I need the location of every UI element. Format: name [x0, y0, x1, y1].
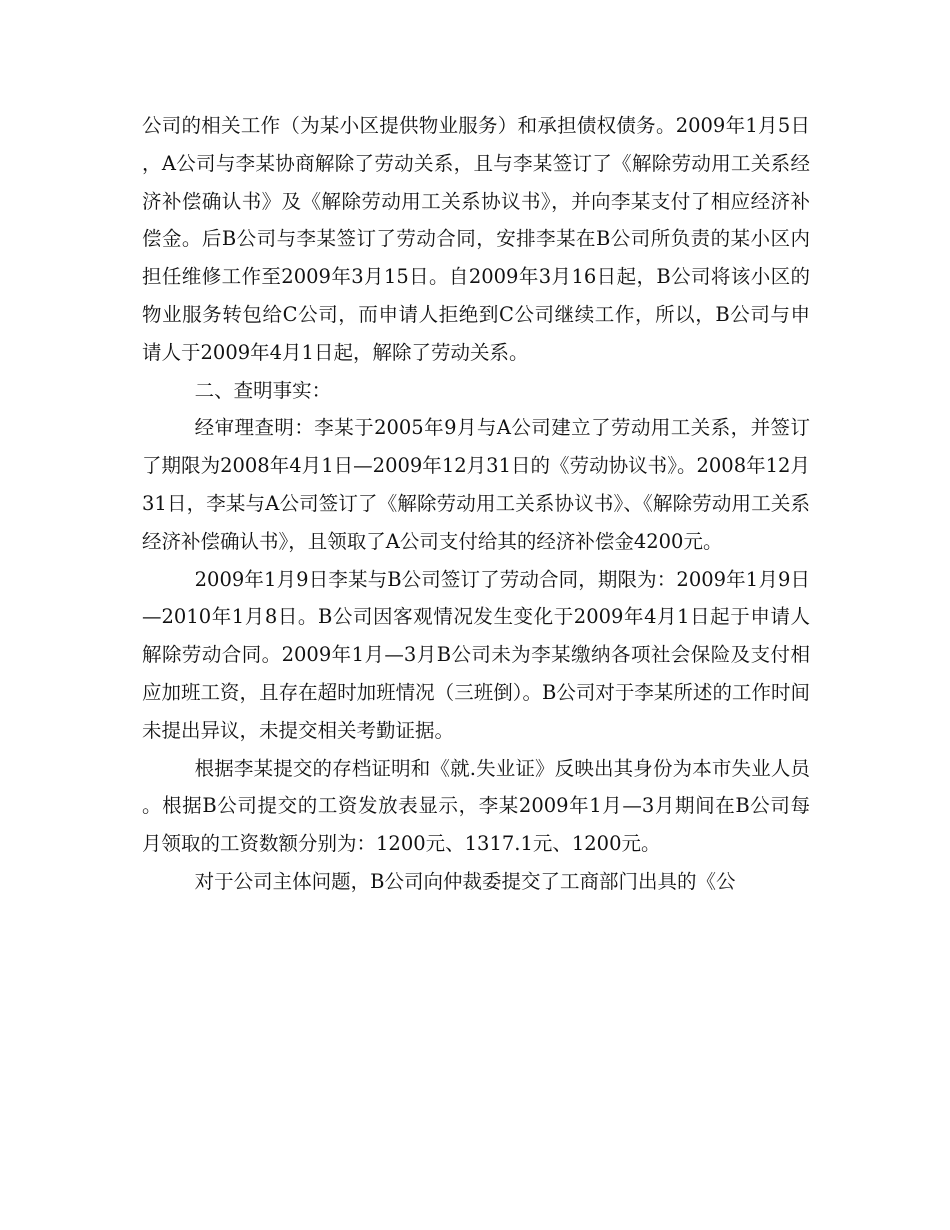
paragraph-intro-continued: 公司的相关工作（为某小区提供物业服务）和承担债权债务。2009年1月5日，A公司与李某协商解除了劳动关系，且与李某签订了《解除劳动用工关系经济补偿确认书》及《解除劳动用工关系协议书》，并向李某支付了相应经济补偿金。后B公司与李某签订了劳动合同，安排李某在B公司所负责的某小区内担任维修工作至2009年3月15日。自2009年3月16日起，B公司将该小区的物业服务转包给C公司，而申请人拒绝到C公司继续工作，所以，B公司与申请人于2009年4月1日起，解除了劳动关系。: [142, 114, 810, 364]
paragraph-finding-3: 根据李某提交的存档证明和《就.失业证》反映出其身份为本市失业人员。根据B公司提交的工资发放表显示，李某2009年1月—3月期间在B公司每月领取的工资数额分别为：1200元、1317.1元、1200元。: [142, 756, 810, 856]
document-body: [142, 107, 810, 901]
paragraph-finding-2: 2009年1月9日李某与B公司签订了劳动合同，期限为：2009年1月9日—2010年1月8日。B公司因客观情况发生变化于2009年4月1日起于申请人解除劳动合同。2009年1月—3月B公司未为李某缴纳各项社会保险及支付相应加班工资，且存在超时加班情况（三班倒）。B公司对于李某所述的工作时间未提出异议，未提交相关考勤证据。: [142, 567, 810, 742]
paragraph-finding-4: 对于公司主体问题，B公司向仲裁委提交了工商部门出具的《公: [194, 869, 736, 893]
paragraph-finding-1: 经审理查明：李某于2005年9月与A公司建立了劳动用工关系，并签订了期限为2008年4月1日—2009年12月31日的《劳动协议书》。2008年12月31日，李某与A公司签订了《解除劳动用工关系协议书》、《解除劳动用工关系经济补偿确认书》，且领取了A公司支付给其的经济补偿金4200元。: [142, 416, 810, 553]
section-heading-findings: 二、查明事实：: [194, 378, 332, 402]
